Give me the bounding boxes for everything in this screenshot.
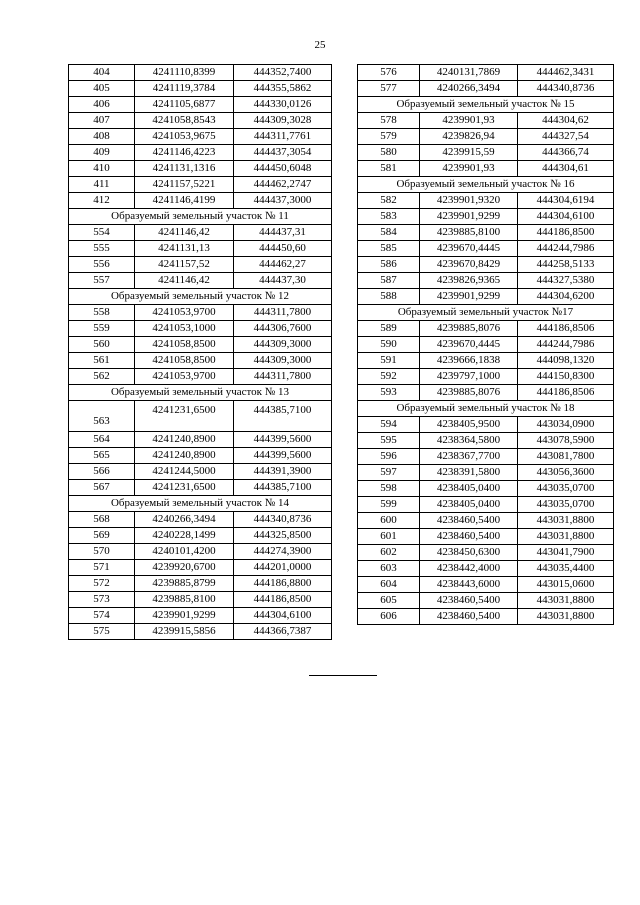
point-row: [69, 369, 332, 385]
coordinates-table-right: [357, 64, 614, 625]
point-row: [69, 576, 332, 592]
y-coordinate: 444399,5600: [234, 448, 332, 464]
y-coordinate: 444304,61: [518, 161, 614, 177]
y-coordinate: 443041,7900: [518, 545, 614, 561]
y-coordinate: 443031,8800: [518, 593, 614, 609]
point-row: [358, 273, 614, 289]
point-row: [69, 337, 332, 353]
point-number: 590: [358, 337, 420, 353]
point-row: [358, 465, 614, 481]
x-coordinate: 4238405,0400: [420, 497, 518, 513]
point-number: 409: [69, 145, 135, 161]
x-coordinate: 4238450,6300: [420, 545, 518, 561]
point-number: 560: [69, 337, 135, 353]
x-coordinate: 4241231,6500: [135, 480, 234, 496]
x-coordinate: 4238460,5400: [420, 593, 518, 609]
point-row: [69, 512, 332, 528]
point-row: [69, 241, 332, 257]
point-number: 567: [69, 480, 135, 496]
point-row: [358, 321, 614, 337]
x-coordinate: 4238460,5400: [420, 529, 518, 545]
section-header-row: [69, 385, 332, 401]
point-row: [358, 369, 614, 385]
point-row: [69, 624, 332, 640]
point-number: 576: [358, 65, 420, 81]
point-row: [358, 497, 614, 513]
point-number: 563: [69, 401, 135, 432]
x-coordinate: 4239666,1838: [420, 353, 518, 369]
point-row: [69, 544, 332, 560]
x-coordinate: 4241157,52: [135, 257, 234, 273]
point-row: [358, 481, 614, 497]
point-row: [69, 432, 332, 448]
y-coordinate: 444385,7100: [234, 480, 332, 496]
section-title: Образуемый земельный участок №17: [358, 305, 614, 321]
y-coordinate: 443081,7800: [518, 449, 614, 465]
section-header-row: [69, 496, 332, 512]
section-title: Образуемый земельный участок № 15: [358, 97, 614, 113]
x-coordinate: 4241157,5221: [135, 177, 234, 193]
point-row: [69, 193, 332, 209]
x-coordinate: 4239915,5856: [135, 624, 234, 640]
y-coordinate: 444186,8506: [518, 321, 614, 337]
section-title: Образуемый земельный участок № 12: [69, 289, 332, 305]
x-coordinate: 4241231,6500: [135, 401, 234, 432]
point-number: 556: [69, 257, 135, 273]
point-number: 405: [69, 81, 135, 97]
point-row: [358, 433, 614, 449]
point-number: 584: [358, 225, 420, 241]
point-row: [69, 353, 332, 369]
point-number: 404: [69, 65, 135, 81]
y-coordinate: 443056,3600: [518, 465, 614, 481]
y-coordinate: 443078,5900: [518, 433, 614, 449]
point-row: [69, 528, 332, 544]
point-number: 585: [358, 241, 420, 257]
y-coordinate: 444366,74: [518, 145, 614, 161]
x-coordinate: 4241053,9675: [135, 129, 234, 145]
x-coordinate: 4241240,8900: [135, 448, 234, 464]
y-coordinate: 444304,6194: [518, 193, 614, 209]
point-number: 572: [69, 576, 135, 592]
y-coordinate: 444244,7986: [518, 241, 614, 257]
section-title: Образуемый земельный участок № 16: [358, 177, 614, 193]
y-coordinate: 444462,27: [234, 257, 332, 273]
x-coordinate: 4240228,1499: [135, 528, 234, 544]
point-number: 593: [358, 385, 420, 401]
y-coordinate: 444450,60: [234, 241, 332, 257]
point-row: [69, 97, 332, 113]
y-coordinate: 444340,8736: [234, 512, 332, 528]
section-title: Образуемый земельный участок № 11: [69, 209, 332, 225]
x-coordinate: 4239670,8429: [420, 257, 518, 273]
x-coordinate: 4239901,93: [420, 113, 518, 129]
y-coordinate: 444201,0000: [234, 560, 332, 576]
point-row: [69, 480, 332, 496]
point-row: [358, 241, 614, 257]
x-coordinate: 4239797,1000: [420, 369, 518, 385]
y-coordinate: 444304,62: [518, 113, 614, 129]
point-row: [358, 225, 614, 241]
x-coordinate: 4239885,8100: [135, 592, 234, 608]
y-coordinate: 444186,8506: [518, 385, 614, 401]
point-number: 577: [358, 81, 420, 97]
point-row: [358, 81, 614, 97]
x-coordinate: 4241119,3784: [135, 81, 234, 97]
x-coordinate: 4238364,5800: [420, 433, 518, 449]
y-coordinate: 444304,6100: [234, 608, 332, 624]
y-coordinate: 444462,2747: [234, 177, 332, 193]
x-coordinate: 4239885,8799: [135, 576, 234, 592]
point-row: [69, 401, 332, 432]
point-row: [358, 145, 614, 161]
point-number: 595: [358, 433, 420, 449]
x-coordinate: 4239885,8100: [420, 225, 518, 241]
point-row: [358, 193, 614, 209]
point-row: [69, 81, 332, 97]
point-row: [69, 257, 332, 273]
point-number: 604: [358, 577, 420, 593]
y-coordinate: 444355,5862: [234, 81, 332, 97]
x-coordinate: 4238443,6000: [420, 577, 518, 593]
y-coordinate: 444304,6200: [518, 289, 614, 305]
y-coordinate: 444352,7400: [234, 65, 332, 81]
y-coordinate: 444366,7387: [234, 624, 332, 640]
point-number: 570: [69, 544, 135, 560]
y-coordinate: 444330,0126: [234, 97, 332, 113]
y-coordinate: 444311,7800: [234, 369, 332, 385]
point-row: [358, 353, 614, 369]
y-coordinate: 444325,8500: [234, 528, 332, 544]
x-coordinate: 4239826,9365: [420, 273, 518, 289]
point-row: [69, 161, 332, 177]
point-row: [358, 129, 614, 145]
y-coordinate: 443035,0700: [518, 497, 614, 513]
point-number: 558: [69, 305, 135, 321]
x-coordinate: 4241131,1316: [135, 161, 234, 177]
point-number: 559: [69, 321, 135, 337]
y-coordinate: 444258,5133: [518, 257, 614, 273]
point-row: [358, 449, 614, 465]
x-coordinate: 4241058,8543: [135, 113, 234, 129]
point-number: 561: [69, 353, 135, 369]
point-number: 564: [69, 432, 135, 448]
y-coordinate: 443035,4400: [518, 561, 614, 577]
point-number: 601: [358, 529, 420, 545]
point-row: [358, 337, 614, 353]
point-number: 411: [69, 177, 135, 193]
point-number: 568: [69, 512, 135, 528]
y-coordinate: 444306,7600: [234, 321, 332, 337]
point-row: [69, 560, 332, 576]
y-coordinate: 444150,8300: [518, 369, 614, 385]
point-row: [69, 464, 332, 480]
section-header-row: [358, 401, 614, 417]
x-coordinate: 4238391,5800: [420, 465, 518, 481]
x-coordinate: 4239901,9320: [420, 193, 518, 209]
y-coordinate: 444437,30: [234, 273, 332, 289]
point-row: [358, 577, 614, 593]
point-number: 571: [69, 560, 135, 576]
point-number: 597: [358, 465, 420, 481]
y-coordinate: 444309,3000: [234, 337, 332, 353]
y-coordinate: 443031,8800: [518, 513, 614, 529]
section-header-row: [358, 177, 614, 193]
section-title: Образуемый земельный участок № 14: [69, 496, 332, 512]
section-header-row: [69, 289, 332, 305]
y-coordinate: 444309,3000: [234, 353, 332, 369]
point-number: 580: [358, 145, 420, 161]
point-number: 410: [69, 161, 135, 177]
point-number: 603: [358, 561, 420, 577]
point-row: [69, 321, 332, 337]
point-row: [69, 305, 332, 321]
point-row: [358, 513, 614, 529]
point-row: [358, 545, 614, 561]
section-header-row: [358, 305, 614, 321]
x-coordinate: 4239920,6700: [135, 560, 234, 576]
y-coordinate: 444098,1320: [518, 353, 614, 369]
point-number: 594: [358, 417, 420, 433]
y-coordinate: 444437,3054: [234, 145, 332, 161]
y-coordinate: 443015,0600: [518, 577, 614, 593]
x-coordinate: 4241053,9700: [135, 369, 234, 385]
point-number: 591: [358, 353, 420, 369]
x-coordinate: 4239670,4445: [420, 241, 518, 257]
point-number: 600: [358, 513, 420, 529]
y-coordinate: 444327,54: [518, 129, 614, 145]
x-coordinate: 4239885,8076: [420, 321, 518, 337]
x-coordinate: 4241244,5000: [135, 464, 234, 480]
y-coordinate: 444311,7761: [234, 129, 332, 145]
point-number: 578: [358, 113, 420, 129]
y-coordinate: 444385,7100: [234, 401, 332, 432]
x-coordinate: 4238367,7700: [420, 449, 518, 465]
y-coordinate: 444309,3028: [234, 113, 332, 129]
point-row: [69, 608, 332, 624]
point-number: 598: [358, 481, 420, 497]
y-coordinate: 444186,8500: [234, 592, 332, 608]
section-header-row: [358, 97, 614, 113]
x-coordinate: 4238405,9500: [420, 417, 518, 433]
section-title: Образуемый земельный участок № 13: [69, 385, 332, 401]
point-number: 573: [69, 592, 135, 608]
point-row: [358, 609, 614, 625]
point-number: 574: [69, 608, 135, 624]
y-coordinate: 443031,8800: [518, 609, 614, 625]
x-coordinate: 4241058,8500: [135, 337, 234, 353]
y-coordinate: 444304,6100: [518, 209, 614, 225]
y-coordinate: 443034,0900: [518, 417, 614, 433]
point-number: 583: [358, 209, 420, 225]
x-coordinate: 4241146,42: [135, 225, 234, 241]
y-coordinate: 444274,3900: [234, 544, 332, 560]
x-coordinate: 4240266,3494: [420, 81, 518, 97]
point-number: 554: [69, 225, 135, 241]
point-number: 408: [69, 129, 135, 145]
point-number: 596: [358, 449, 420, 465]
x-coordinate: 4240131,7869: [420, 65, 518, 81]
point-number: 586: [358, 257, 420, 273]
x-coordinate: 4241240,8900: [135, 432, 234, 448]
x-coordinate: 4240101,4200: [135, 544, 234, 560]
x-coordinate: 4239901,93: [420, 161, 518, 177]
x-coordinate: 4241146,42: [135, 273, 234, 289]
point-row: [69, 273, 332, 289]
point-number: 599: [358, 497, 420, 513]
y-coordinate: 444450,6048: [234, 161, 332, 177]
point-number: 575: [69, 624, 135, 640]
point-row: [358, 289, 614, 305]
point-row: [69, 145, 332, 161]
point-row: [358, 593, 614, 609]
point-number: 588: [358, 289, 420, 305]
y-coordinate: 444399,5600: [234, 432, 332, 448]
point-row: [358, 161, 614, 177]
point-number: 589: [358, 321, 420, 337]
y-coordinate: 444327,5380: [518, 273, 614, 289]
point-number: 412: [69, 193, 135, 209]
point-row: [358, 529, 614, 545]
point-number: 582: [358, 193, 420, 209]
point-number: 406: [69, 97, 135, 113]
x-coordinate: 4239901,9299: [420, 209, 518, 225]
point-row: [358, 561, 614, 577]
section-title: Образуемый земельный участок № 18: [358, 401, 614, 417]
point-number: 602: [358, 545, 420, 561]
x-coordinate: 4241105,6877: [135, 97, 234, 113]
point-number: 587: [358, 273, 420, 289]
point-number: 581: [358, 161, 420, 177]
y-coordinate: 444437,31: [234, 225, 332, 241]
point-row: [69, 65, 332, 81]
point-row: [69, 448, 332, 464]
point-row: [358, 385, 614, 401]
point-number: 407: [69, 113, 135, 129]
y-coordinate: 444311,7800: [234, 305, 332, 321]
point-number: 562: [69, 369, 135, 385]
x-coordinate: 4239901,9299: [420, 289, 518, 305]
point-number: 569: [69, 528, 135, 544]
x-coordinate: 4238460,5400: [420, 609, 518, 625]
end-of-text-rule: [309, 675, 377, 676]
point-number: 606: [358, 609, 420, 625]
point-row: [358, 65, 614, 81]
point-number: 557: [69, 273, 135, 289]
y-coordinate: 444462,3431: [518, 65, 614, 81]
x-coordinate: 4241110,8399: [135, 65, 234, 81]
y-coordinate: 444186,8500: [518, 225, 614, 241]
point-row: [358, 113, 614, 129]
point-row: [69, 592, 332, 608]
x-coordinate: 4241146,4199: [135, 193, 234, 209]
x-coordinate: 4241053,1000: [135, 321, 234, 337]
x-coordinate: 4240266,3494: [135, 512, 234, 528]
point-number: 579: [358, 129, 420, 145]
x-coordinate: 4239901,9299: [135, 608, 234, 624]
point-row: [358, 209, 614, 225]
point-row: [69, 113, 332, 129]
x-coordinate: 4239826,94: [420, 129, 518, 145]
x-coordinate: 4239915,59: [420, 145, 518, 161]
y-coordinate: 444244,7986: [518, 337, 614, 353]
x-coordinate: 4241058,8500: [135, 353, 234, 369]
x-coordinate: 4239670,4445: [420, 337, 518, 353]
point-number: 555: [69, 241, 135, 257]
point-row: [358, 417, 614, 433]
y-coordinate: 444340,8736: [518, 81, 614, 97]
page-number: 25: [314, 39, 326, 51]
point-number: 565: [69, 448, 135, 464]
point-row: [358, 257, 614, 273]
x-coordinate: 4241053,9700: [135, 305, 234, 321]
y-coordinate: 444186,8800: [234, 576, 332, 592]
point-number: 605: [358, 593, 420, 609]
section-header-row: [69, 209, 332, 225]
point-row: [69, 129, 332, 145]
point-row: [69, 177, 332, 193]
x-coordinate: 4241131,13: [135, 241, 234, 257]
point-number: 566: [69, 464, 135, 480]
y-coordinate: 443035,0700: [518, 481, 614, 497]
x-coordinate: 4238405,0400: [420, 481, 518, 497]
coordinates-table-left: [68, 64, 332, 640]
y-coordinate: 443031,8800: [518, 529, 614, 545]
point-row: [69, 225, 332, 241]
x-coordinate: 4238442,4000: [420, 561, 518, 577]
x-coordinate: 4241146,4223: [135, 145, 234, 161]
y-coordinate: 444437,3000: [234, 193, 332, 209]
point-number: 592: [358, 369, 420, 385]
y-coordinate: 444391,3900: [234, 464, 332, 480]
x-coordinate: 4238460,5400: [420, 513, 518, 529]
x-coordinate: 4239885,8076: [420, 385, 518, 401]
